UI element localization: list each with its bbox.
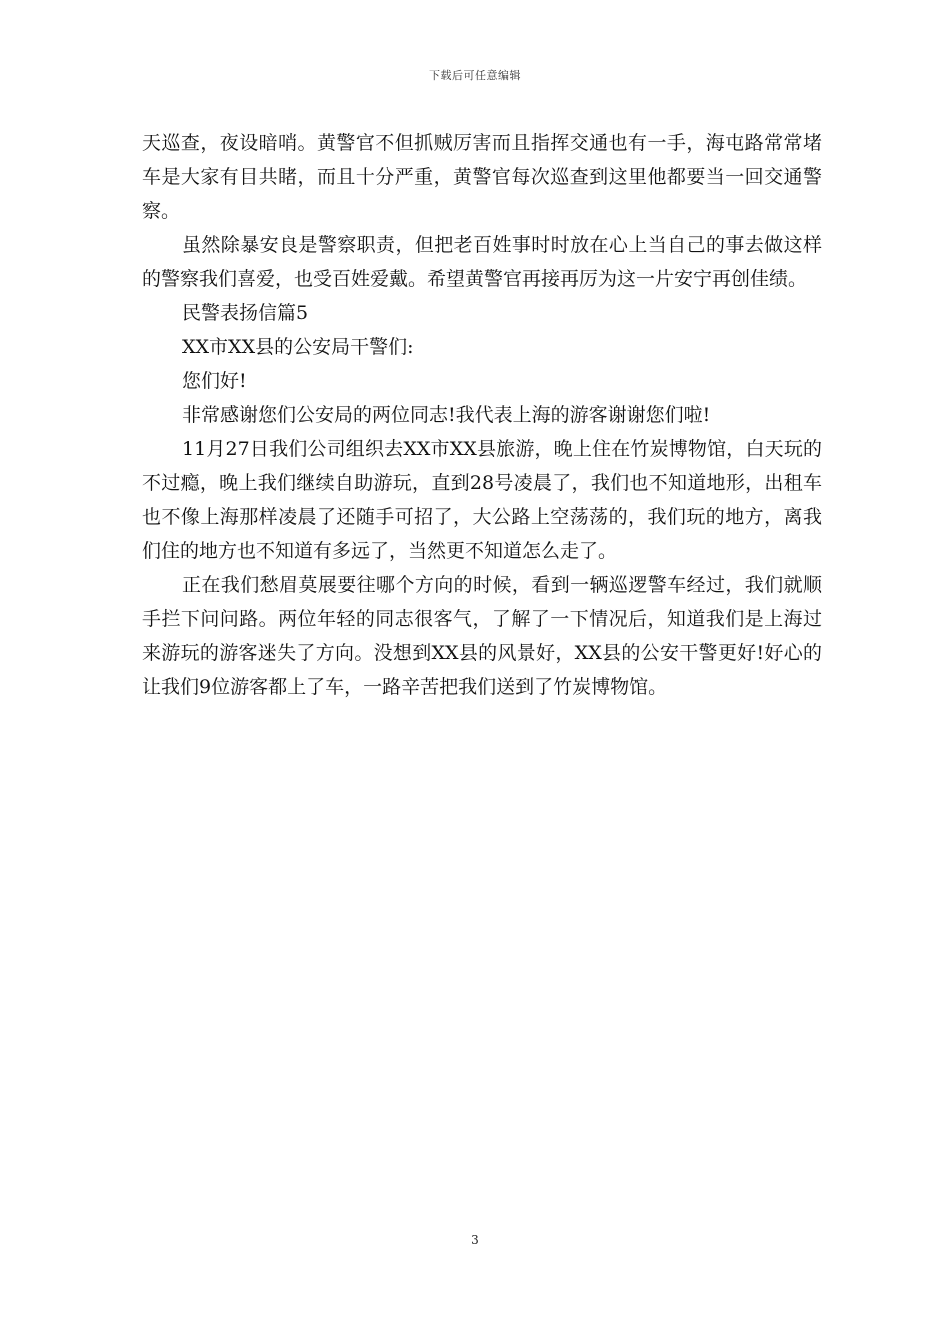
- page-header: 下载后可任意编辑: [429, 69, 521, 82]
- document-body: [142, 126, 822, 704]
- greeting: 您们好!: [182, 370, 247, 392]
- salutation-recipient: XX市XX县的公安局干警们:: [182, 336, 414, 358]
- paragraph: 天巡查，夜设暗哨。黄警官不但抓贼厉害而且指挥交通也有一手，海屯路常常堵车是大家有目共睹，而且十分严重，黄警官每次巡查到这里他都要当一回交通警察。: [142, 132, 822, 222]
- paragraph: 11月27日我们公司组织去XX市XX县旅游，晚上住在竹炭博物馆，白天玩的不过瘾，晚上我们继续自助游玩，直到28号凌晨了，我们也不知道地形，出租车也不像上海那样凌晨了还随手可招了，大公路上空荡荡的，我们玩的地方，离我们住的地方也不知道有多远了，当然更不知道怎么走了。: [142, 438, 822, 562]
- page-number: 3: [471, 1233, 479, 1247]
- paragraph: 虽然除暴安良是警察职责，但把老百姓事时时放在心上当自己的事去做这样的警察我们喜爱，也受百姓爱戴。希望黄警官再接再厉为这一片安宁再创佳绩。: [142, 234, 822, 290]
- paragraph: 非常感谢您们公安局的两位同志!我代表上海的游客谢谢您们啦!: [182, 404, 711, 426]
- section-title: 民警表扬信篇5: [182, 302, 309, 324]
- paragraph: 正在我们愁眉莫展要往哪个方向的时候，看到一辆巡逻警车经过，我们就顺手拦下问问路。两位年轻的同志很客气，了解了一下情况后，知道我们是上海过来游玩的游客迷失了方向。没想到XX县的风景好，XX县的公安干警更好!好心的让我们9位游客都上了车，一路辛苦把我们送到了竹炭博物馆。: [142, 574, 822, 698]
